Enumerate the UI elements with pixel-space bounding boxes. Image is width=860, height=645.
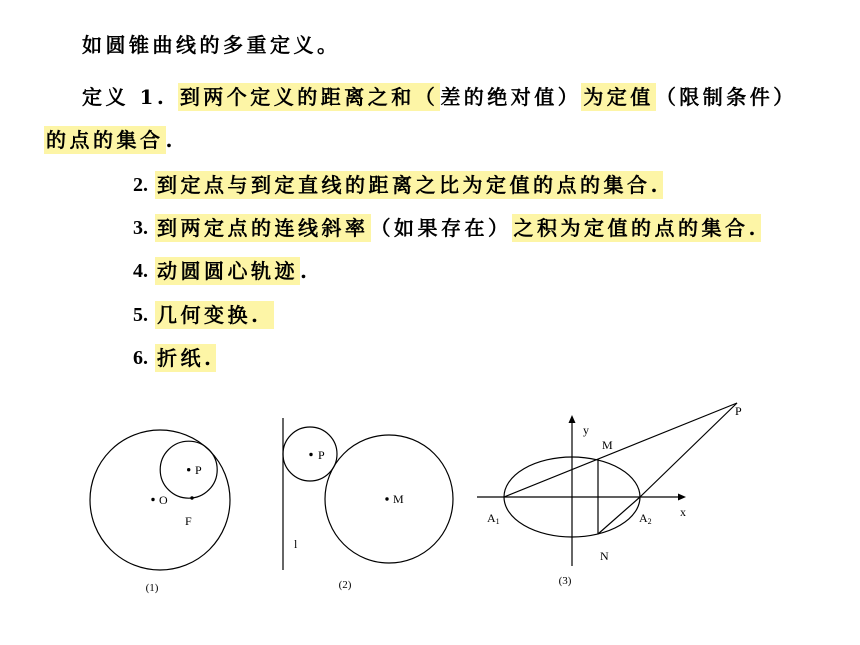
definition-1-label: 定义 1. bbox=[82, 85, 178, 109]
figure-1 bbox=[90, 430, 230, 594]
text-segment: 到两个定义的距离之和（ bbox=[179, 85, 439, 109]
text-segment: 之积为定值的点的集合. bbox=[513, 216, 759, 240]
x-axis-arrow-icon bbox=[678, 494, 686, 501]
point-m-label: M bbox=[393, 492, 404, 506]
point-p-dot bbox=[309, 453, 312, 456]
point-p-dot bbox=[187, 468, 190, 471]
point-p-label: P bbox=[735, 404, 742, 418]
y-axis-arrow-icon bbox=[569, 415, 576, 423]
point-a1-subscript: 1 bbox=[495, 517, 500, 526]
figures-area bbox=[0, 390, 860, 645]
figure-2 bbox=[283, 418, 453, 591]
figure-3 bbox=[477, 403, 742, 587]
point-p-label: P bbox=[195, 463, 202, 477]
figure-3-caption: (3) bbox=[558, 575, 572, 587]
item-number: 4. bbox=[133, 260, 148, 282]
point-o-dot bbox=[151, 498, 154, 501]
point-m-label: M bbox=[602, 438, 613, 452]
figure-2-caption: (2) bbox=[338, 579, 352, 591]
text-segment: 到两定点的连线斜率 bbox=[157, 216, 369, 240]
line-l-label: l bbox=[294, 537, 298, 551]
item-number: 5. bbox=[133, 304, 148, 326]
definition-6 bbox=[133, 344, 216, 372]
text-segment: 折纸. bbox=[157, 346, 215, 370]
text-segment: 的点的集合 bbox=[46, 128, 164, 152]
definition-1-line-1 bbox=[82, 83, 797, 111]
line-a1-p bbox=[504, 403, 737, 497]
point-p-label: P bbox=[318, 448, 325, 462]
definition-4 bbox=[133, 257, 310, 285]
item-number: 2. bbox=[133, 174, 148, 196]
text-segment: 动圆圆心轨迹 bbox=[157, 259, 298, 283]
point-a2-subscript: 2 bbox=[647, 517, 652, 526]
definition-3 bbox=[133, 214, 761, 242]
text-segment: （如果存在） bbox=[370, 216, 512, 240]
fixed-circle-m bbox=[325, 435, 453, 563]
point-n-label: N bbox=[600, 549, 609, 563]
x-axis-label: x bbox=[680, 505, 686, 519]
heading-text: 如圆锥曲线的多重定义。 bbox=[82, 33, 341, 57]
point-f-dot bbox=[190, 496, 193, 499]
point-m-dot bbox=[385, 497, 388, 500]
heading bbox=[82, 31, 341, 59]
item-number: 3. bbox=[133, 217, 148, 239]
figure-1-caption: (1) bbox=[145, 582, 159, 594]
point-a2-label bbox=[639, 511, 652, 526]
point-a1-letter: A bbox=[487, 511, 496, 525]
line-a2-p bbox=[640, 403, 737, 497]
point-a1-label bbox=[487, 511, 500, 526]
text-segment: . bbox=[300, 259, 311, 283]
item-number: 6. bbox=[133, 347, 148, 369]
y-axis-label: y bbox=[583, 423, 589, 437]
definition-1-line-2 bbox=[44, 126, 176, 154]
definition-2 bbox=[133, 171, 663, 199]
text-segment: 差的绝对值） bbox=[440, 85, 582, 109]
definition-5 bbox=[133, 301, 274, 329]
point-o-label: O bbox=[159, 493, 168, 507]
text-segment: （限制条件） bbox=[655, 85, 797, 109]
line-n-a2 bbox=[598, 497, 640, 534]
point-a2-letter: A bbox=[639, 511, 648, 525]
text-segment: 为定值 bbox=[583, 85, 654, 109]
text-segment: 到定点与到定直线的距离之比为定值的点的集合. bbox=[157, 173, 661, 197]
text-segment: . bbox=[165, 128, 176, 152]
text-segment: 几何变换. bbox=[157, 303, 272, 327]
point-f-label: F bbox=[185, 514, 192, 528]
